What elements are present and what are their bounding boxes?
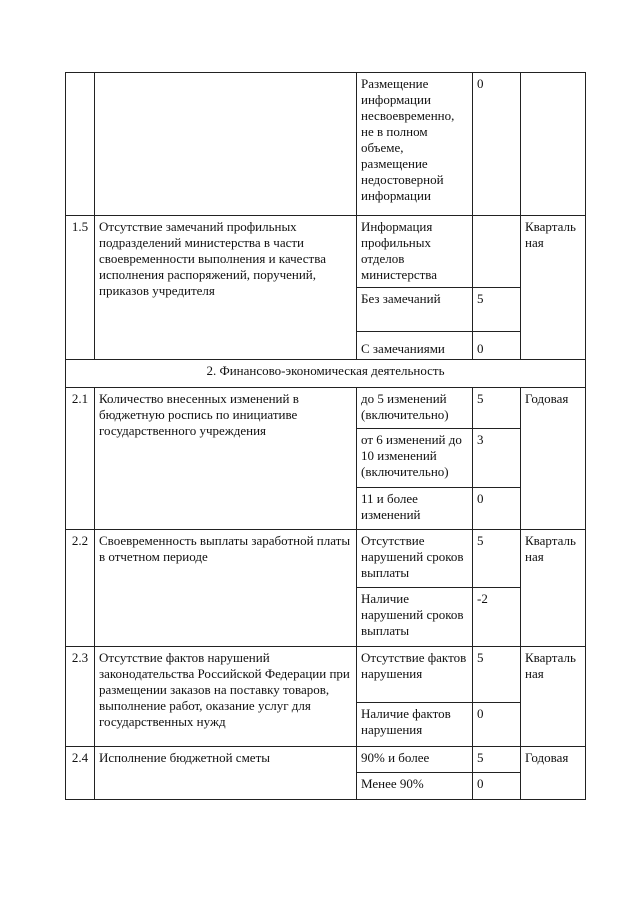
criterion-cell: Отсутствие замечаний профильных подразделений министерства в части своевременности выполнения и качества исполнения распоряжений, поручений, приказов учредителя bbox=[95, 216, 357, 360]
period-cell: Кварталь ная bbox=[521, 530, 586, 647]
section-heading: 2. Финансово-экономическая деятельность bbox=[66, 360, 586, 388]
criterion-cell: Количество внесенных изменений в бюджетную роспись по инициативе государственного учреждения bbox=[95, 388, 357, 530]
criteria-table bbox=[65, 72, 586, 800]
condition-cell: до 5 изменений (включительно) bbox=[357, 388, 473, 429]
condition-cell: С замечаниями bbox=[357, 332, 473, 360]
score-cell: 3 bbox=[473, 429, 521, 488]
table-row bbox=[66, 216, 586, 288]
condition-cell: Наличие фактов нарушения bbox=[357, 703, 473, 747]
condition-cell: Без замечаний bbox=[357, 288, 473, 332]
score-cell: 5 bbox=[473, 388, 521, 429]
score-cell: 0 bbox=[473, 332, 521, 360]
period-cell: Годовая bbox=[521, 747, 586, 800]
period-cell bbox=[521, 73, 586, 216]
score-cell: 0 bbox=[473, 488, 521, 530]
table-row bbox=[66, 360, 586, 388]
score-cell: 0 bbox=[473, 703, 521, 747]
score-cell: 0 bbox=[473, 73, 521, 216]
score-cell: -2 bbox=[473, 588, 521, 647]
condition-cell: Размещение информации несвоевременно, не в полном объеме, размещение недостоверной информации bbox=[357, 73, 473, 216]
table-row bbox=[66, 388, 586, 429]
condition-cell: Наличие нарушений сроков выплаты bbox=[357, 588, 473, 647]
row-number-cell bbox=[66, 73, 95, 216]
condition-cell: от 6 изменений до 10 изменений (включительно) bbox=[357, 429, 473, 488]
table-row bbox=[66, 647, 586, 703]
condition-cell: 90% и более bbox=[357, 747, 473, 773]
row-number-cell: 2.3 bbox=[66, 647, 95, 747]
table-row bbox=[66, 747, 586, 773]
criterion-cell: Отсутствие фактов нарушений законодательства Российской Федерации при размещении заказов на поставку товаров, выполнение работ, оказание услуг для государственных нужд bbox=[95, 647, 357, 747]
score-cell bbox=[473, 216, 521, 288]
score-cell: 5 bbox=[473, 288, 521, 332]
score-cell: 5 bbox=[473, 530, 521, 588]
condition-cell: Отсутствие нарушений сроков выплаты bbox=[357, 530, 473, 588]
criterion-cell bbox=[95, 73, 357, 216]
criterion-cell: Своевременность выплаты заработной платы в отчетном периоде bbox=[95, 530, 357, 647]
condition-cell: Менее 90% bbox=[357, 773, 473, 800]
score-cell: 0 bbox=[473, 773, 521, 800]
row-number-cell: 2.4 bbox=[66, 747, 95, 800]
period-cell: Кварталь ная bbox=[521, 216, 586, 360]
period-cell: Кварталь ная bbox=[521, 647, 586, 747]
table-row bbox=[66, 73, 586, 216]
condition-cell: 11 и более изменений bbox=[357, 488, 473, 530]
condition-cell: Информация профильных отделов министерства bbox=[357, 216, 473, 288]
row-number-cell: 2.1 bbox=[66, 388, 95, 530]
condition-cell: Отсутствие фактов нарушения bbox=[357, 647, 473, 703]
criterion-cell: Исполнение бюджетной сметы bbox=[95, 747, 357, 800]
row-number-cell: 2.2 bbox=[66, 530, 95, 647]
row-number-cell: 1.5 bbox=[66, 216, 95, 360]
score-cell: 5 bbox=[473, 747, 521, 773]
period-cell: Годовая bbox=[521, 388, 586, 530]
score-cell: 5 bbox=[473, 647, 521, 703]
table-row bbox=[66, 530, 586, 588]
